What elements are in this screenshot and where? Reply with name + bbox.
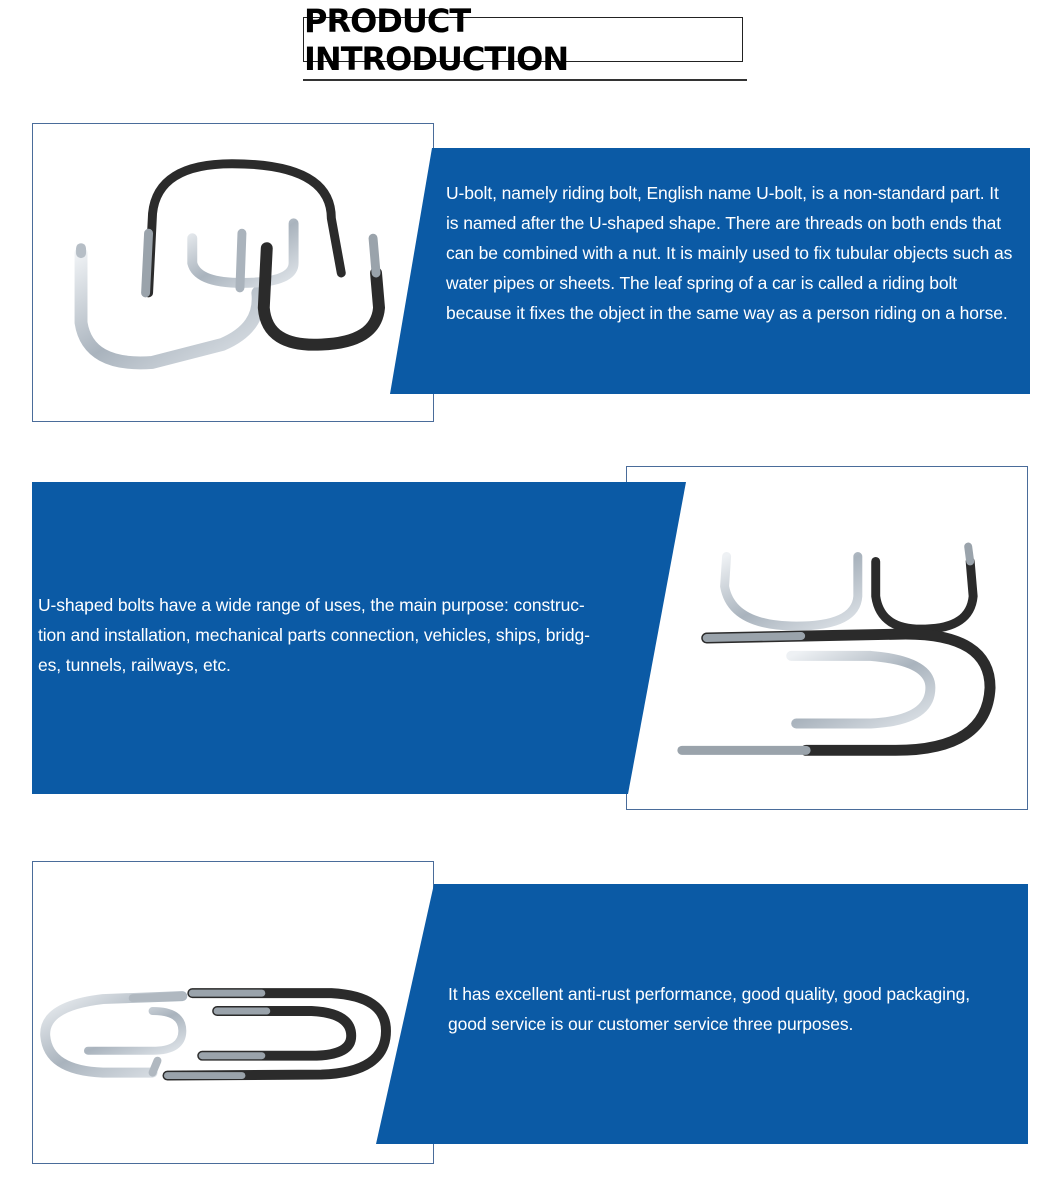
description-text-3: It has excellent anti-rust performance, good quality, good packaging, good service is our customer service three purposes. — [448, 984, 970, 1034]
description-panel-2 — [32, 482, 686, 794]
u-bolt-image-1 — [33, 124, 433, 421]
u-bolt-image-3 — [33, 862, 433, 1163]
product-photo-1 — [32, 123, 434, 422]
section-title-box — [303, 1, 743, 78]
description-panel-3 — [376, 884, 1028, 1144]
u-bolt-image-2 — [627, 467, 1027, 809]
description-panel-1 — [390, 148, 1030, 394]
description-text-2: U-shaped bolts have a wide range of uses, the main purpose: construc-tion and installation, mechanical parts connection, vehicles, ships, bridg-es, tunnels, railways, etc. — [38, 595, 590, 675]
product-photo-3 — [32, 861, 434, 1164]
product-photo-2 — [626, 466, 1028, 810]
title-underline — [303, 79, 747, 81]
section-title: PRODUCT INTRODUCTION — [304, 1, 569, 78]
description-text-1: U-bolt, namely riding bolt, English name U-bolt, is a non-standard part. It is named after the U-shaped shape. There are threads on both ends that can be combined with a nut. It is mainly used to fix tubular objects such as water pipes or sheets. The leaf spring of a car is called a riding bolt because it fixes the object in the same way as a person riding on a horse. — [446, 183, 1013, 323]
